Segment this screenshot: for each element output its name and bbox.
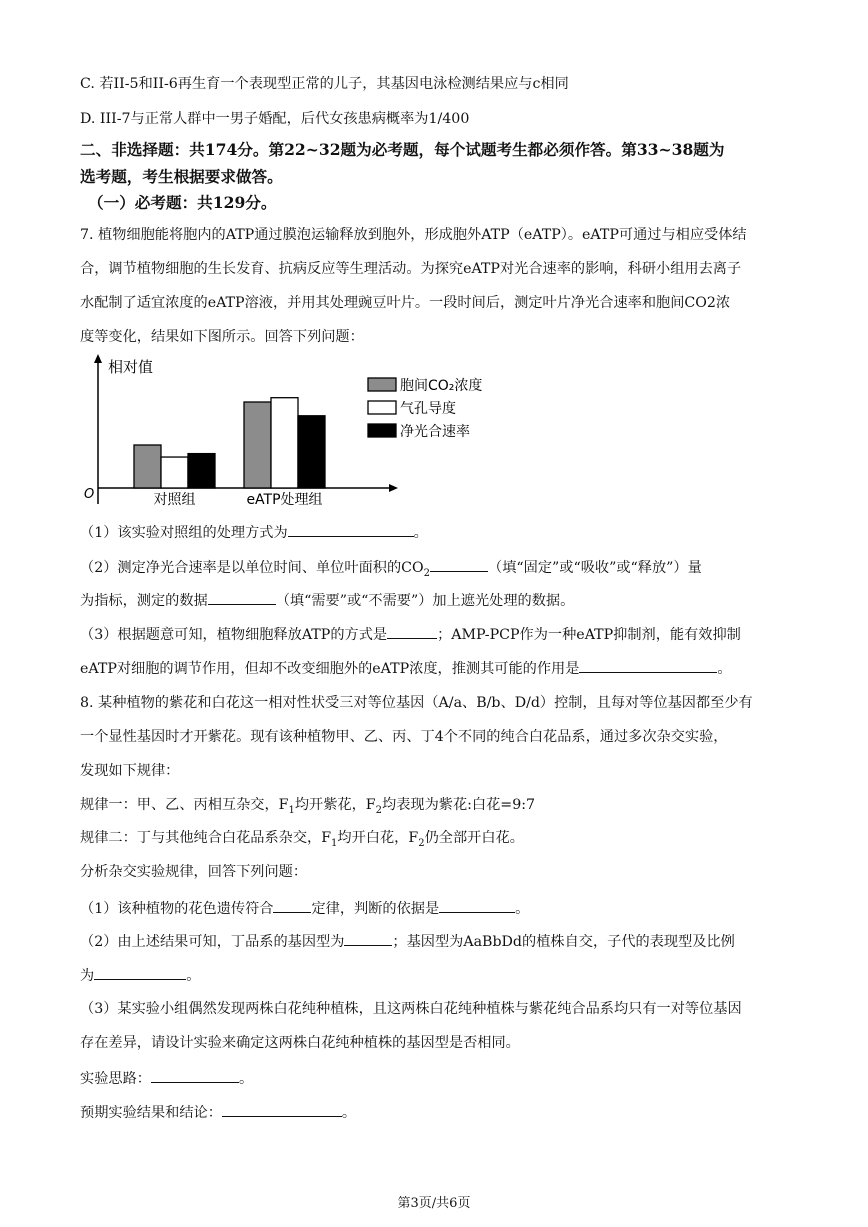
subscript: 2: [423, 567, 431, 579]
q7-part3-end: 。: [717, 661, 732, 677]
answer-blank[interactable]: [151, 1070, 239, 1083]
q7-part2-text: （2）测定净光合速率是以单位时间、单位叶面积的CO: [80, 560, 424, 576]
q8-part3-line2: 存在差异，请设计实验来确定这两株白花纯种植株的基因型是否相同。: [80, 1035, 520, 1051]
bar-1-1: [134, 445, 161, 488]
analyze-prompt: 分析杂交实验规律，回答下列问题：: [80, 864, 308, 880]
q7-part3-line1: [80, 626, 741, 642]
category-label: eATP处理组: [246, 492, 323, 508]
q8-part2-end: 。: [186, 968, 201, 984]
q7-text-line4: 度等变化，结果如下图所示。回答下列问题：: [80, 329, 364, 345]
q8-part2-text3: 为: [80, 968, 95, 984]
q7-part1-end: 。: [413, 525, 428, 541]
q8-text-line3: 发现如下规律：: [80, 763, 180, 779]
answer-blank[interactable]: [439, 900, 515, 913]
q7-part1-text: （1）该实验对照组的处理方式为: [80, 525, 288, 541]
answer-blank[interactable]: [430, 559, 488, 572]
q8-part3-line1: （3）某实验小组偶然发现两株白花纯种植株，且这两株白花纯种植株与紫花纯合品系均只有一对等位基因: [80, 1001, 742, 1017]
category-label: 对照组: [153, 492, 196, 508]
q8-part1-end: 。: [515, 901, 530, 917]
legend-swatch: [368, 378, 396, 391]
section-heading-line1: 二、非选择题：共174分。第22~32题为必考题，每个试题考生都必须作答。第33~38题为: [80, 140, 725, 159]
legend-swatch: [368, 424, 396, 437]
bar-1-2: [161, 457, 188, 488]
q7-text-line3: 水配制了适宜浓度的eATP溶液，并用其处理豌豆叶片。一段时间后，测定叶片净光合速率和胞间CO2浓: [80, 295, 731, 311]
rule-two-text3: 仍全部开白花。: [424, 830, 524, 846]
x-axis-arrow: [389, 484, 398, 492]
option-d: D. III-7与正常人群中一男子婚配，后代女孩患病概率为1/400: [80, 111, 470, 127]
legend-label: 胞间CO₂浓度: [400, 378, 483, 394]
answer-blank[interactable]: [288, 524, 414, 537]
q7-part2-text2: 为指标，测定的数据: [80, 593, 208, 609]
answer-blank[interactable]: [273, 900, 311, 913]
q7-text-line2: 合，调节植物细胞的生长发育、抗病反应等生理活动。为探究eATP对光合速率的影响，科研小组用去离子: [80, 261, 742, 277]
expected-result-label: 预期实验结果和结论：: [80, 1105, 222, 1121]
expected-result-end: 。: [341, 1105, 357, 1121]
q7-part3-text: （3）根据题意可知，植物细胞释放ATP的方式是: [80, 627, 388, 643]
legend-label: 净光合速率: [400, 424, 470, 440]
q8-part1: [80, 900, 529, 916]
subsection-heading: （一）必考题：共129分。: [88, 193, 277, 212]
q7-part3-text2: ；AMP-PCP作为一种eATP抑制剂，能有效抑制: [437, 627, 741, 643]
rule-one-text: 规律一：甲、乙、丙相互杂交，F: [80, 797, 289, 813]
rule-one-text3: 均表现为紫花:白花=9:7: [382, 797, 536, 813]
q8-part2-text: （2）由上述结果可知，丁品系的基因型为: [80, 934, 345, 950]
q8-part2-line1: [80, 933, 735, 949]
q8-text-line2: 一个显性基因时才开紫花。现有该种植物甲、乙、丙、丁4个不同的纯合白花品系，通过多次杂交实验，: [80, 729, 728, 745]
q8-part2-line2: [80, 967, 200, 983]
answer-blank[interactable]: [344, 933, 392, 946]
bar-chart: [78, 352, 498, 514]
expected-result: [80, 1104, 356, 1120]
y-axis-label: 相对值: [108, 358, 154, 376]
option-c: C. 若II-5和II-6再生育一个表现型正常的儿子，其基因电泳检测结果应与c相同: [80, 76, 569, 92]
page-number: 第3页/共6页: [397, 1196, 471, 1211]
bar-2-2: [271, 398, 298, 488]
q8-part2-text2: ；基因型为AaBbDd的植株自交，子代的表现型及比例: [392, 934, 735, 950]
experiment-idea-end: 。: [238, 1071, 254, 1087]
answer-blank[interactable]: [387, 626, 437, 639]
q7-text-line1: 7. 植物细胞能将胞内的ATP通过膜泡运输释放到胞外，形成胞外ATP（eATP）。eATP可通过与相应受体结: [80, 227, 747, 243]
rule-one: [80, 798, 535, 816]
q7-part1: [80, 524, 428, 540]
q8-part1-text2: 定律，判断的依据是: [311, 901, 440, 917]
bar-2-3: [298, 416, 325, 488]
q7-part2-line1: [80, 559, 702, 579]
bar-2-1: [244, 402, 271, 488]
legend-label: 气孔导度: [400, 401, 456, 417]
q7-part2-line2: [80, 592, 574, 608]
y-axis-arrow: [94, 354, 102, 363]
bar-1-3: [188, 454, 215, 488]
rule-two-text: 规律二：丁与其他纯合白花品系杂交，F: [80, 830, 332, 846]
q7-part2-choice: （填“固定”或“吸收”或“释放”）量: [488, 560, 702, 576]
q8-part1-text: （1）该种植物的花色遗传符合: [80, 901, 274, 917]
section-heading-line2: 选考题，考生根据要求做答。: [80, 167, 283, 186]
answer-blank[interactable]: [222, 1104, 342, 1117]
rule-one-text2: 均开紫花，F: [294, 797, 376, 813]
rule-two: [80, 831, 524, 849]
q7-part3-line2: [80, 660, 732, 676]
q7-part2-choice2: （填“需要”或“不需要”）加上遮光处理的数据。: [275, 593, 575, 609]
origin-label: O: [84, 487, 95, 502]
answer-blank[interactable]: [579, 660, 717, 673]
subscript: 1: [288, 804, 295, 816]
answer-blank[interactable]: [208, 592, 276, 605]
answer-blank[interactable]: [94, 967, 186, 980]
subscript: 1: [331, 837, 338, 849]
q8-text-line1: 8. 某种植物的紫花和白花这一相对性状受三对等位基因（A/a、B/b、D/d）控制，且每对等位基因都至少有: [80, 695, 753, 711]
experiment-idea-label: 实验思路：: [80, 1071, 151, 1087]
legend-swatch: [368, 401, 396, 414]
q7-part3-text3: eATP对细胞的调节作用，但却不改变细胞外的eATP浓度，推测其可能的作用是: [80, 661, 580, 677]
rule-two-text2: 均开白花，F: [337, 830, 419, 846]
subscript: 2: [375, 804, 383, 816]
subscript: 2: [418, 837, 425, 849]
experiment-idea: [80, 1070, 253, 1086]
